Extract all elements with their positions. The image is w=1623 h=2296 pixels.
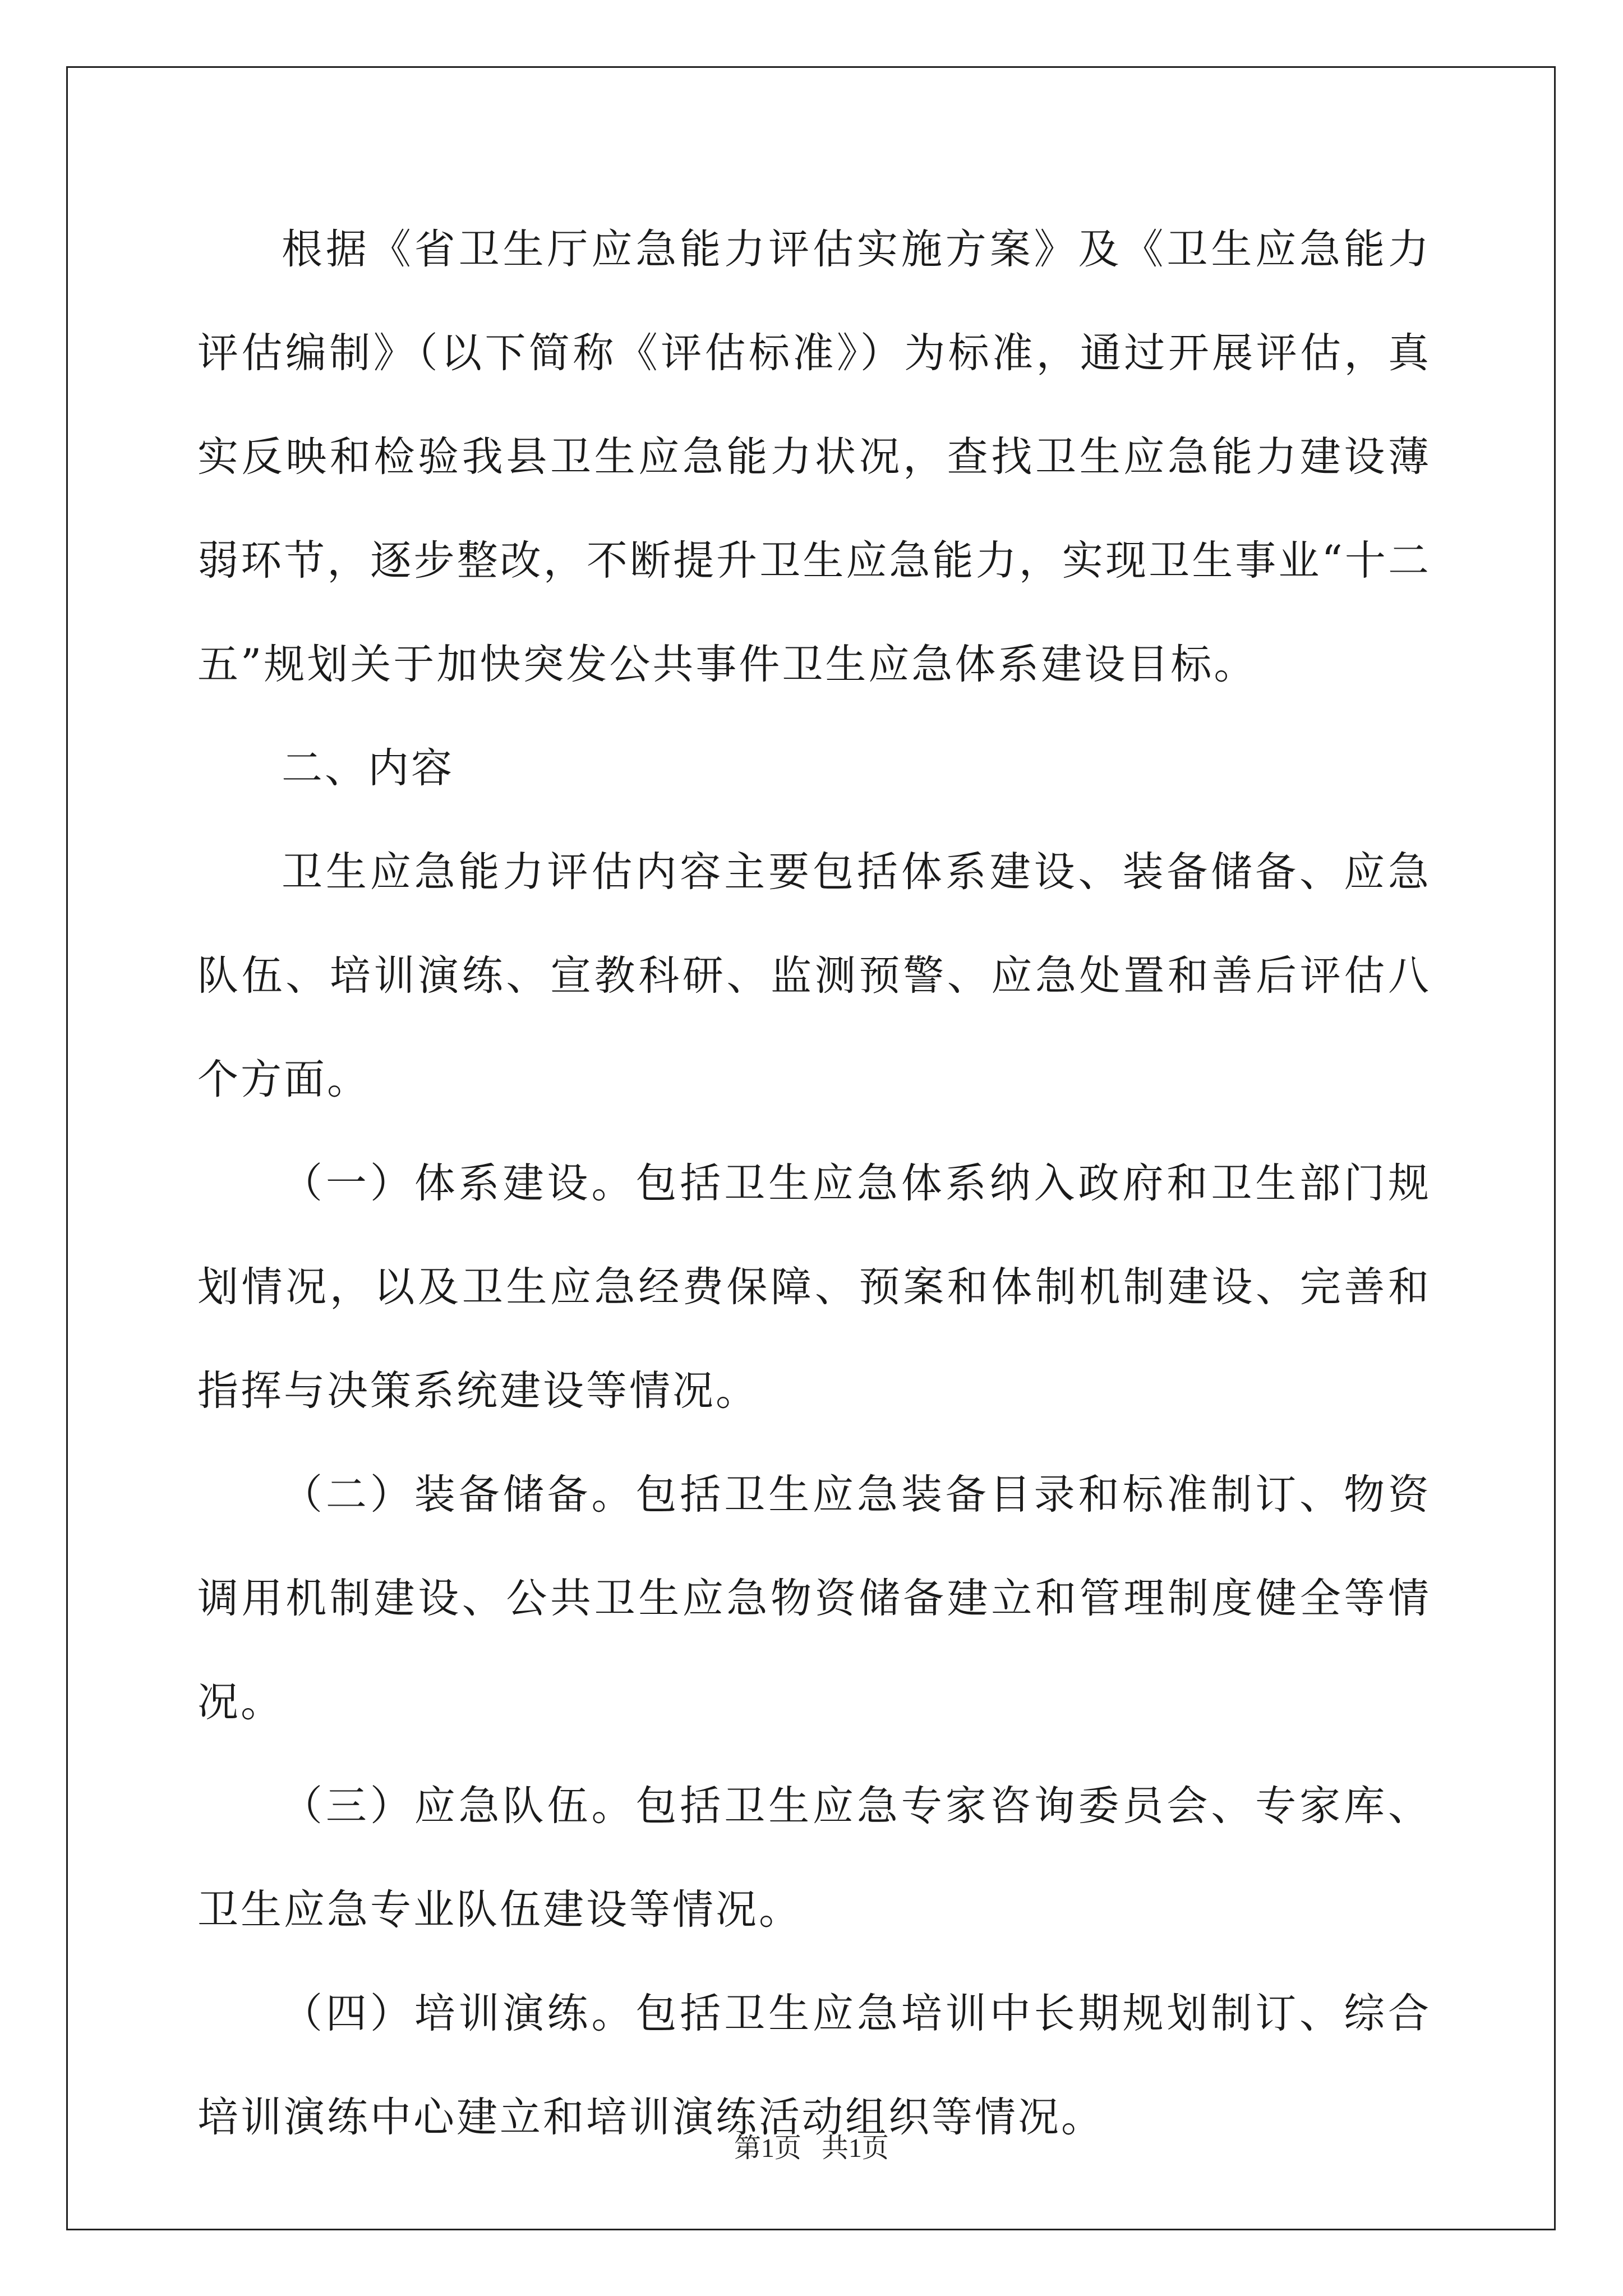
paragraph-emergency-team: （三）应急队伍。包括卫生应急专家咨询委员会、专家库、卫生应急专业队伍建设等情况。 [197,1782,1431,1934]
paragraph-overview: 卫生应急能力评估内容主要包括体系建设、装备储备、应急队伍、培训演练、宣教科研、监测预警、应急处置和善后评估八个方面。 [197,848,1431,1103]
paragraph-intro: 根据《省卫生厅应急能力评估实施方案》及《卫生应急能力评估编制》（以下简称《评估标准》）为标准，通过开展评估，真实反映和检验我县卫生应急能力状况，查找卫生应急能力建设薄弱环节，逐步整改，不断提升卫生应急能力，实现卫生事业“十二五”规划关于加快突发公共事件卫生应急体系建设目标。 [197,226,1431,688]
document-body [197,197,1431,2169]
page-number: 第1页 共1页 [734,2133,889,2163]
section-heading-content: 二、内容 [282,744,454,792]
paragraph-system-building: （一）体系建设。包括卫生应急体系纳入政府和卫生部门规划情况，以及卫生应急经费保障、预案和体制机制建设、完善和指挥与决策系统建设等情况。 [197,1159,1431,1415]
paragraph-training-drills: （四）培训演练。包括卫生应急培训中长期规划制订、综合培训演练中心建立和培训演练活动组织等情况。 [197,1990,1431,2141]
paragraph-equipment-reserve: （二）装备储备。包括卫生应急装备目录和标准制订、物资调用机制建设、公共卫生应急物资储备建立和管理制度健全等情况。 [197,1471,1431,1726]
